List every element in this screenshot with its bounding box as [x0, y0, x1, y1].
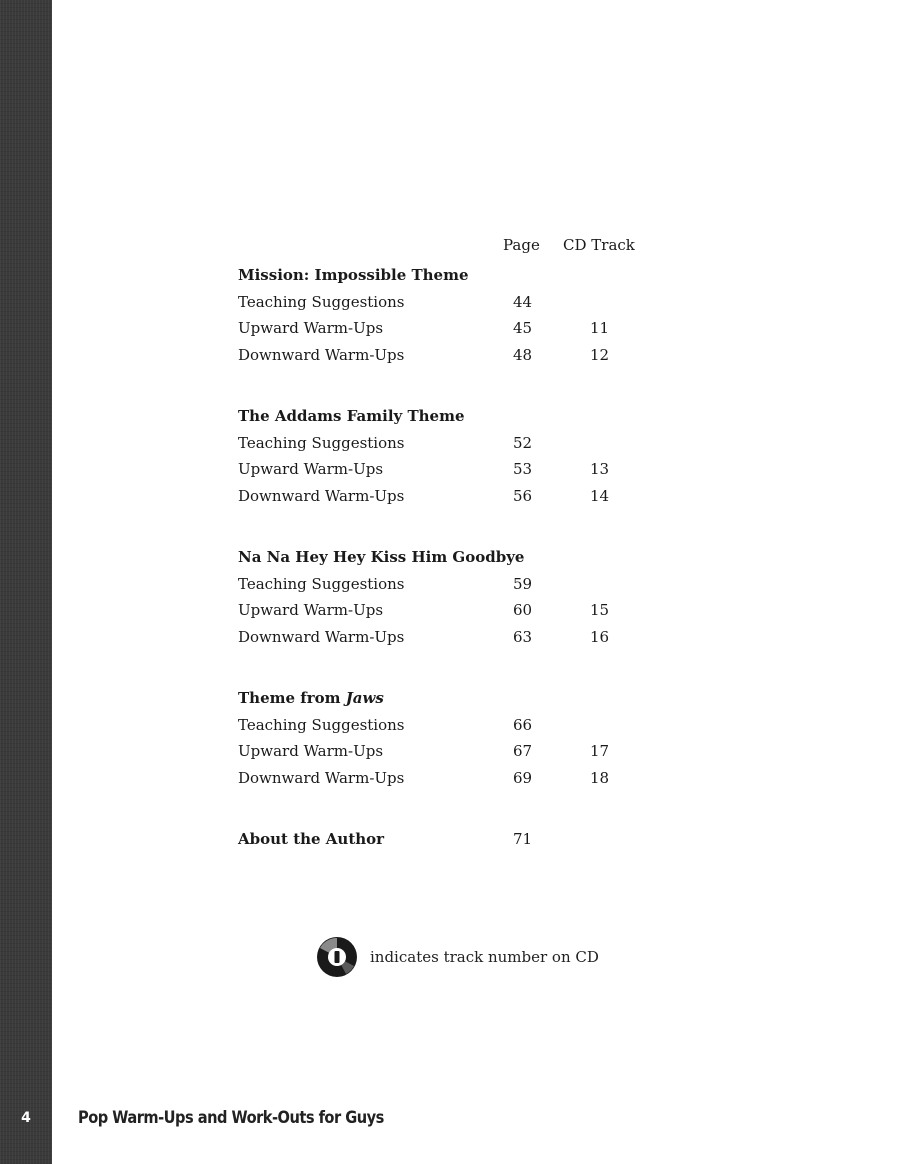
entry-label: Upward Warm-Ups	[238, 742, 384, 760]
toc-entry	[238, 456, 658, 483]
toc-entry	[238, 738, 658, 765]
section-title-row	[238, 403, 658, 430]
entry-track: 11	[590, 319, 610, 337]
toc-entry	[238, 483, 658, 510]
toc-entry	[238, 597, 658, 624]
entry-page: 59	[513, 574, 533, 593]
toc-section	[238, 685, 658, 791]
cd-legend	[316, 936, 599, 978]
entry-page: 52	[513, 433, 533, 452]
cd-legend-text: indicates track number on CD	[370, 948, 599, 966]
entry-page: 53	[513, 460, 533, 478]
page-spine	[0, 0, 52, 1164]
toc-entry	[238, 289, 658, 316]
section-title-row	[238, 826, 658, 853]
section-title-row	[238, 262, 658, 289]
table-of-contents	[238, 262, 658, 888]
entry-page: 56	[513, 486, 533, 505]
entry-track: 13	[590, 460, 610, 478]
cd-icon	[316, 936, 358, 978]
section-title-italic: Jaws	[345, 689, 384, 707]
entry-page: 60	[513, 601, 533, 619]
toc-entry	[238, 765, 658, 792]
entry-page: 48	[513, 345, 533, 364]
entry-label: Teaching Suggestions	[238, 292, 405, 311]
entry-label: Downward Warm-Ups	[238, 345, 405, 364]
toc-entry	[238, 571, 658, 598]
toc-section	[238, 826, 658, 853]
toc-section	[238, 403, 658, 509]
section-title-row	[238, 685, 658, 712]
entry-label: Teaching Suggestions	[238, 715, 405, 734]
entry-label: Teaching Suggestions	[238, 574, 405, 593]
section-title-row	[238, 544, 658, 571]
toc-entry	[238, 712, 658, 739]
entry-page: 63	[513, 627, 533, 646]
entry-page: 45	[513, 319, 533, 337]
toc-section	[238, 544, 658, 650]
section-title: About the Author	[238, 830, 385, 848]
section-page: 71	[513, 830, 533, 848]
toc-entry	[238, 430, 658, 457]
entry-label: Upward Warm-Ups	[238, 460, 384, 478]
entry-track: 16	[590, 627, 610, 646]
entry-page: 67	[513, 742, 533, 760]
toc-entry	[238, 315, 658, 342]
entry-page: 69	[513, 768, 533, 787]
section-title: Mission: Impossible Theme	[238, 266, 469, 284]
book-title: Pop Warm-Ups and Work-Outs for Guys	[78, 1108, 384, 1128]
cd-track-column-header: CD Track	[563, 236, 635, 254]
entry-page: 66	[513, 715, 533, 734]
toc-entry	[238, 624, 658, 651]
entry-label: Downward Warm-Ups	[238, 627, 405, 646]
page-number: 4	[21, 1110, 31, 1126]
section-title	[238, 685, 384, 712]
entry-track: 17	[590, 742, 610, 760]
section-title-prefix: Theme from	[238, 689, 346, 707]
page-column-header: Page	[503, 236, 540, 254]
entry-track: 14	[590, 486, 610, 505]
entry-label: Teaching Suggestions	[238, 433, 405, 452]
section-title: Na Na Hey Hey Kiss Him Goodbye	[238, 548, 525, 566]
entry-page: 44	[513, 292, 533, 311]
entry-track: 18	[590, 768, 610, 787]
toc-section	[238, 262, 658, 368]
entry-label: Upward Warm-Ups	[238, 319, 384, 337]
entry-track: 12	[590, 345, 610, 364]
entry-label: Downward Warm-Ups	[238, 768, 405, 787]
toc-entry	[238, 342, 658, 369]
entry-label: Upward Warm-Ups	[238, 601, 384, 619]
entry-label: Downward Warm-Ups	[238, 486, 405, 505]
entry-track: 15	[590, 601, 610, 619]
section-title: The Addams Family Theme	[238, 407, 465, 425]
